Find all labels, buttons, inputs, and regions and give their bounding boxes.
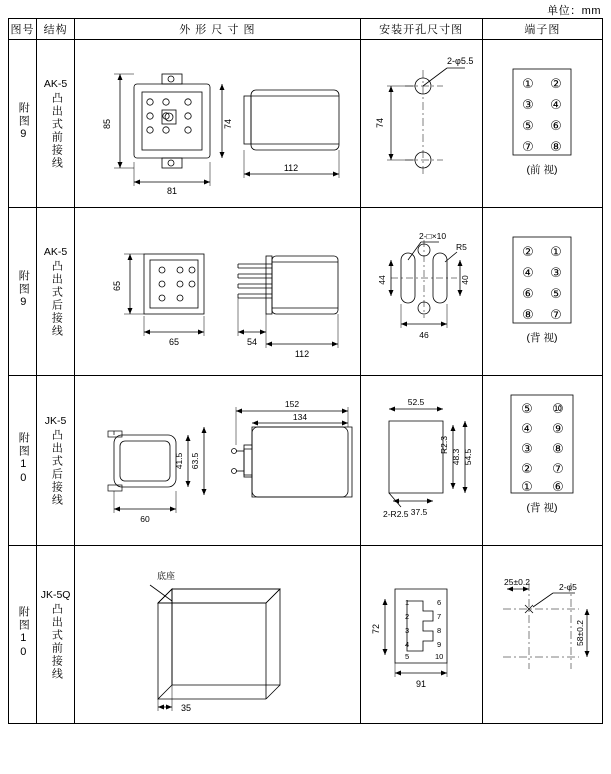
terminal-caption: (背 视) bbox=[526, 501, 558, 514]
svg-text:⑨: ⑨ bbox=[552, 420, 565, 436]
svg-text:④: ④ bbox=[522, 264, 535, 280]
svg-text:40: 40 bbox=[460, 274, 471, 285]
svg-text:⑤: ⑤ bbox=[550, 285, 563, 301]
svg-text:⑦: ⑦ bbox=[550, 306, 563, 322]
svg-text:41.5: 41.5 bbox=[173, 452, 184, 469]
svg-text:④: ④ bbox=[550, 96, 563, 112]
svg-text:⑧: ⑧ bbox=[552, 440, 565, 456]
svg-text:①: ① bbox=[521, 478, 534, 494]
svg-text:37.5: 37.5 bbox=[410, 506, 428, 517]
svg-text:63.5: 63.5 bbox=[189, 452, 200, 469]
table-header bbox=[9, 19, 603, 40]
outline-drawing bbox=[75, 376, 360, 546]
svg-text:54: 54 bbox=[246, 336, 257, 347]
structure-model: AK-5 bbox=[43, 77, 68, 90]
svg-text:60: 60 bbox=[140, 513, 150, 524]
table-row bbox=[9, 376, 603, 546]
svg-text:⑦: ⑦ bbox=[522, 138, 535, 154]
svg-text:52.5: 52.5 bbox=[407, 396, 425, 407]
svg-text:2: 2 bbox=[405, 611, 410, 621]
terminal-diagram bbox=[482, 40, 602, 208]
row-structure bbox=[37, 208, 75, 376]
svg-text:74: 74 bbox=[222, 118, 233, 129]
svg-text:1: 1 bbox=[405, 597, 410, 607]
svg-text:⑤: ⑤ bbox=[521, 400, 534, 416]
svg-text:112: 112 bbox=[283, 162, 299, 173]
header-col-term: 端子图 bbox=[482, 19, 602, 40]
svg-text:58±0.2: 58±0.2 bbox=[575, 619, 586, 646]
header-col-dim: 外 形 尺 寸 图 bbox=[75, 19, 360, 40]
svg-text:2-□×10: 2-□×10 bbox=[419, 230, 447, 241]
svg-text:72: 72 bbox=[371, 623, 382, 634]
svg-text:②: ② bbox=[521, 460, 534, 476]
svg-text:81: 81 bbox=[166, 185, 177, 196]
svg-text:5: 5 bbox=[405, 651, 410, 661]
svg-text:③: ③ bbox=[521, 440, 534, 456]
svg-text:⑩: ⑩ bbox=[552, 400, 565, 416]
terminal-caption: (背 视) bbox=[526, 331, 558, 344]
svg-text:74: 74 bbox=[375, 117, 386, 128]
svg-text:⑧: ⑧ bbox=[522, 306, 535, 322]
svg-text:⑥: ⑥ bbox=[550, 117, 563, 133]
row-structure bbox=[37, 376, 75, 546]
structure-model: JK-5Q bbox=[40, 588, 71, 601]
svg-text:③: ③ bbox=[550, 264, 563, 280]
row-figure-no: 附图9 bbox=[9, 208, 37, 376]
terminal-diagram bbox=[482, 376, 602, 546]
svg-text:25±0.2: 25±0.2 bbox=[504, 576, 531, 587]
outline-drawing bbox=[75, 40, 360, 208]
svg-text:①: ① bbox=[550, 243, 563, 259]
terminal-caption: (前 视) bbox=[526, 163, 558, 176]
svg-text:2-φ5: 2-φ5 bbox=[559, 581, 578, 592]
row-figure-no: 附图9 bbox=[9, 40, 37, 208]
svg-text:152: 152 bbox=[284, 398, 299, 409]
header-col-struct: 结构 bbox=[37, 19, 75, 40]
panel-cutout-drawing bbox=[360, 208, 482, 376]
structure-model: AK-5 bbox=[43, 245, 68, 258]
svg-text:③: ③ bbox=[522, 96, 535, 112]
svg-text:44: 44 bbox=[377, 274, 388, 285]
header-col-no: 图号 bbox=[9, 19, 37, 40]
row-figure-no: 附图10 bbox=[9, 376, 37, 546]
svg-text:112: 112 bbox=[294, 348, 310, 359]
outline-drawing bbox=[75, 546, 360, 724]
svg-text:85: 85 bbox=[101, 118, 112, 129]
panel-cutout-drawing bbox=[360, 40, 482, 208]
svg-text:R2.3: R2.3 bbox=[439, 435, 450, 454]
svg-text:9: 9 bbox=[437, 639, 442, 649]
structure-text: 凸出式后接线 bbox=[50, 428, 63, 507]
svg-text:134: 134 bbox=[292, 411, 307, 422]
svg-text:①: ① bbox=[522, 75, 535, 91]
svg-text:⑧: ⑧ bbox=[550, 138, 563, 154]
outline-drawing bbox=[75, 208, 360, 376]
svg-text:2-φ5.5: 2-φ5.5 bbox=[447, 55, 474, 66]
row-structure bbox=[37, 40, 75, 208]
svg-text:3: 3 bbox=[405, 625, 410, 635]
row-figure-no: 附图10 bbox=[9, 546, 37, 724]
svg-text:65: 65 bbox=[168, 336, 179, 347]
terminal-diagram bbox=[482, 546, 602, 724]
svg-text:65: 65 bbox=[111, 280, 122, 291]
header-col-hole: 安装开孔尺寸图 bbox=[360, 19, 482, 40]
structure-model: JK-5 bbox=[44, 414, 67, 427]
svg-text:35: 35 bbox=[180, 702, 191, 713]
structure-text: 凸出式前接线 bbox=[50, 91, 63, 170]
panel-cutout-drawing bbox=[360, 546, 482, 724]
svg-text:91: 91 bbox=[416, 678, 427, 689]
svg-text:②: ② bbox=[522, 243, 535, 259]
panel-cutout-drawing bbox=[360, 376, 482, 546]
svg-text:4: 4 bbox=[405, 639, 410, 649]
svg-text:R5: R5 bbox=[456, 241, 468, 252]
svg-text:48.3: 48.3 bbox=[451, 448, 462, 465]
svg-text:⑦: ⑦ bbox=[552, 460, 565, 476]
svg-text:6: 6 bbox=[437, 597, 442, 607]
svg-text:8: 8 bbox=[437, 625, 442, 635]
terminal-diagram bbox=[482, 208, 602, 376]
row-structure bbox=[37, 546, 75, 724]
svg-text:54.5: 54.5 bbox=[463, 448, 474, 465]
svg-text:底座: 底座 bbox=[156, 570, 175, 581]
structure-text: 凸出式后接线 bbox=[50, 259, 63, 338]
table-row bbox=[9, 40, 603, 208]
table-row bbox=[9, 546, 603, 724]
table-row bbox=[9, 208, 603, 376]
dimension-table bbox=[8, 18, 603, 724]
svg-text:⑥: ⑥ bbox=[552, 478, 565, 494]
svg-text:46: 46 bbox=[419, 329, 429, 340]
svg-text:7: 7 bbox=[437, 611, 442, 621]
svg-text:10: 10 bbox=[435, 651, 444, 661]
svg-text:2-R2.5: 2-R2.5 bbox=[383, 508, 409, 519]
svg-text:⑥: ⑥ bbox=[522, 285, 535, 301]
svg-text:④: ④ bbox=[521, 420, 534, 436]
svg-text:⑤: ⑤ bbox=[522, 117, 535, 133]
unit-label: 单位：mm bbox=[547, 5, 601, 17]
structure-text: 凸出式前接线 bbox=[50, 602, 63, 681]
svg-text:②: ② bbox=[550, 75, 563, 91]
